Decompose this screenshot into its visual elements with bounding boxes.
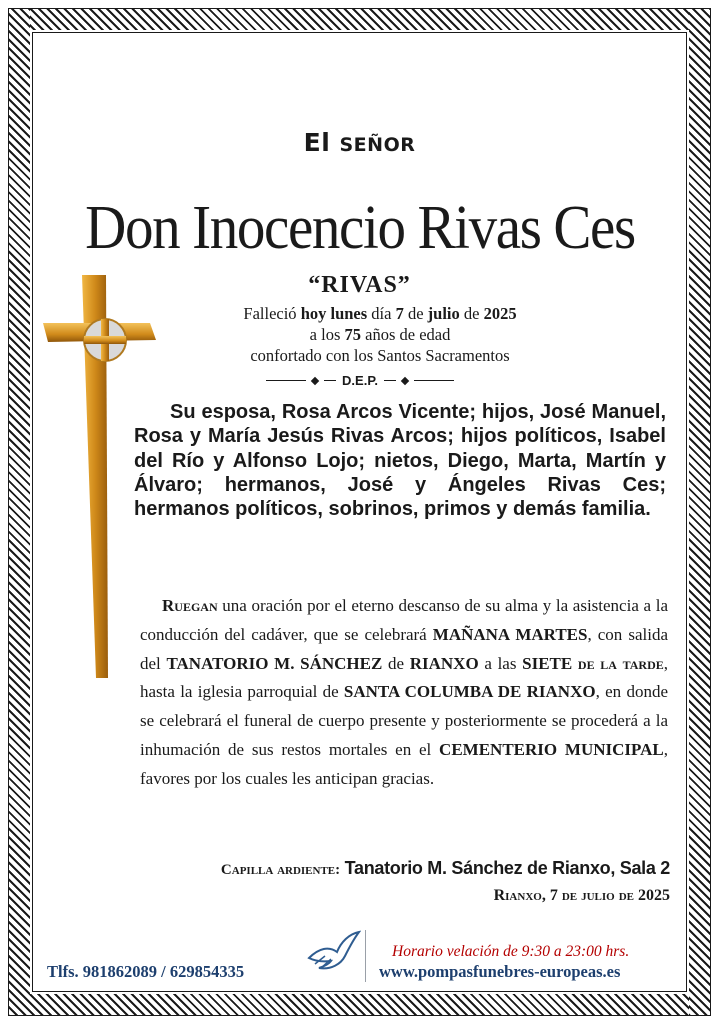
request-bold: SIETE	[522, 653, 573, 673]
death-info-line-2	[170, 324, 590, 345]
death-text: Falleció	[243, 304, 297, 323]
divider-line	[266, 380, 306, 381]
dep-text: D.E.P.	[342, 373, 378, 388]
death-day: hoy lunes	[300, 304, 368, 323]
death-info-line-3: confortado con los Santos Sacramentos	[250, 346, 510, 365]
diamond-icon	[311, 376, 319, 384]
age-text: a los	[309, 325, 341, 344]
death-date-month: julio	[427, 304, 460, 323]
age-text: años de edad	[365, 325, 451, 344]
request-bold: MAÑANA MARTES	[432, 624, 588, 644]
date-line: Rianxo, 7 de julio de 2025	[493, 887, 670, 904]
request-text: a las	[478, 653, 523, 673]
request-text: , en donde se celebrará el funeral de cuerpo presente y posteriormente se procederá a la inhumación de sus restos mortales en el	[140, 682, 669, 759]
capilla-line	[221, 858, 670, 879]
cross-center-horizontal	[84, 336, 126, 344]
request-keyword: Ruegan	[162, 596, 218, 615]
title-suffix: SEÑOR	[339, 134, 416, 156]
divider-line	[384, 380, 396, 381]
title-prefix: El	[303, 128, 331, 157]
request-text: , hasta la iglesia parroquial de	[140, 653, 668, 702]
deceased-nickname: “RIVAS”	[308, 272, 411, 298]
divider-line	[324, 380, 336, 381]
request-text: , con salida del	[140, 624, 668, 673]
diamond-icon	[401, 376, 409, 384]
footer-divider	[365, 930, 366, 982]
capilla-place: Tanatorio M. Sánchez de Rianxo, Sala 2	[344, 858, 670, 878]
request-text: de	[382, 653, 410, 673]
death-date-year: 2025	[483, 304, 517, 323]
death-text: día	[371, 304, 392, 323]
phone-numbers: Tlfs. 981862089 / 629854335	[47, 962, 245, 981]
dep-divider	[245, 373, 475, 388]
deceased-name: Don Inocencio Rivas Ces	[85, 194, 635, 262]
request-bold: CEMENTERIO MUNICIPAL	[439, 739, 664, 759]
request-bold: TANATORIO M. SÁNCHEZ	[166, 653, 383, 673]
death-text: de	[407, 304, 424, 323]
death-info-line-1	[170, 303, 590, 324]
age-value: 75	[344, 325, 361, 344]
divider-line	[414, 380, 454, 381]
header-title	[0, 128, 719, 157]
death-date-day: 7	[395, 304, 404, 323]
request-bold: RIANXO	[409, 653, 479, 673]
capilla-label: Capilla ardiente:	[220, 862, 341, 878]
family-paragraph: Su esposa, Rosa Arcos Vicente; hijos, José Manuel, Rosa y María Jesús Rivas Arcos; hijos políticos, Isabel del Río y Alfonso Lojo; nietos, Diego, Marta, Martín y Álvaro; hermanos, José y Ángeles Rivas Ces; hermanos políticos, sobrinos, primos y demás familia.	[134, 401, 666, 521]
request-bold: de la tarde	[577, 653, 664, 673]
request-text: una oración por el eterno descanso de su alma y la asistencia a la conducción del cadáver, que se celebrará	[140, 596, 668, 644]
request-bold: SANTA COLUMBA DE RIANXO	[343, 682, 596, 702]
request-text: , favores por los cuales les anticipan gracias.	[140, 739, 668, 788]
website-link[interactable]: www.pompasfunebres-europeas.es	[379, 962, 621, 981]
dove-icon	[305, 928, 361, 974]
death-text: de	[463, 304, 480, 323]
vigil-hours: Horario velación de 9:30 a 23:00 hrs.	[392, 943, 630, 960]
request-paragraph	[140, 592, 668, 794]
